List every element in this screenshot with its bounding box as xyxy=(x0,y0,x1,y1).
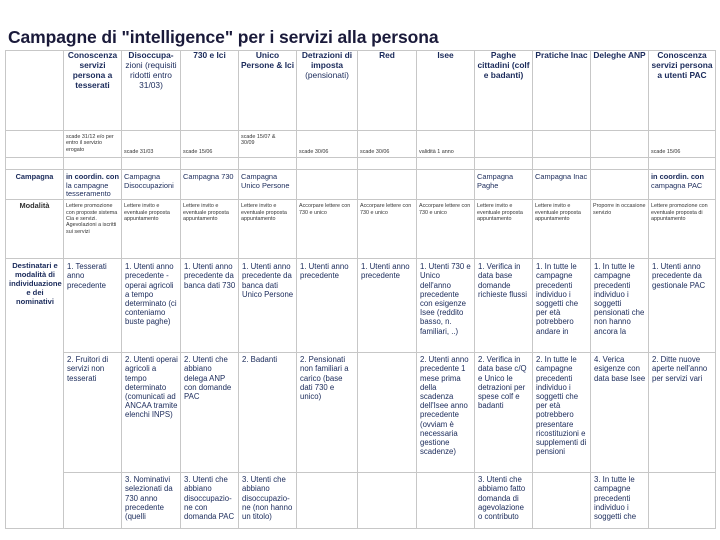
destinatari-cell xyxy=(533,473,591,529)
destinatari-cell: 1. Verifica in data base domande richieste flussi xyxy=(475,259,533,353)
destinatari-cell: 1. In tutte le campagne precedenti individuo i soggetti che per età potrebbero andare in xyxy=(533,259,591,353)
scadenza-cell: scade 15/06 xyxy=(181,131,239,158)
campagna-cell: in coordin. con campagna PAC xyxy=(649,170,716,200)
header-cell: Deleghe ANP xyxy=(591,51,649,131)
header-cell: Paghe cittadini (colf e badanti) xyxy=(475,51,533,131)
scadenza-cell: scade 30/06 xyxy=(358,131,417,158)
scadenza-cell xyxy=(475,131,533,158)
row-label-modalita: Modalità xyxy=(6,200,64,259)
destinatari-row-2 xyxy=(6,353,716,473)
modalita-cell: Accorpare lettere con 730 e unico xyxy=(297,200,358,259)
modalita-cell: Proporre in occasione servizio xyxy=(591,200,649,259)
modalita-cell: Accorpare lettere con 730 e unico xyxy=(358,200,417,259)
modalita-cell: Accorpare lettere con 730 e unico xyxy=(417,200,475,259)
destinatari-cell: 2. Pensionati non familiari a carico (base dati 730 e unico) xyxy=(297,353,358,473)
scadenza-cell xyxy=(6,131,64,158)
row-label-campagna: Campagna xyxy=(6,170,64,200)
destinatari-cell: 1. Utenti anno precedente da banca dati 730 xyxy=(181,259,239,353)
destinatari-cell: 4. Verica esigenze con data base Isee xyxy=(591,353,649,473)
campagna-cell: Campagna 730 xyxy=(181,170,239,200)
destinatari-cell: 3. Utenti che abbiamo fatto domanda di agevolazione o contributo xyxy=(475,473,533,529)
scadenza-cell: scade 15/07 & 30/09 xyxy=(239,131,297,158)
campagna-cell: Campagna Unico Persone xyxy=(239,170,297,200)
destinatari-cell: 3. Nominativi selezionati da 730 anno precedente (quelli xyxy=(122,473,181,529)
campagna-cell xyxy=(358,170,417,200)
destinatari-row-3 xyxy=(6,473,716,529)
campagna-cell xyxy=(297,170,358,200)
destinatari-row-1 xyxy=(6,259,716,353)
destinatari-cell: 2. Badanti xyxy=(239,353,297,473)
row-label-destinatari: Destinatari e modalità di individuazione e dei nominativi xyxy=(6,259,64,529)
modalita-cell: Lettere invito e eventuale proposta appuntamento xyxy=(475,200,533,259)
scadenza-cell: scade 30/06 xyxy=(297,131,358,158)
destinatari-cell: 1. Utenti anno precedente xyxy=(358,259,417,353)
destinatari-cell xyxy=(417,473,475,529)
destinatari-cell: 2. Ditte nuove aperte nell'anno per servizi vari xyxy=(649,353,716,473)
scadenza-cell: scade 15/06 xyxy=(649,131,716,158)
destinatari-cell xyxy=(358,473,417,529)
scadenza-cell: scade 31/12 e/o per entro il servizio erogato xyxy=(64,131,122,158)
scadenze-row xyxy=(6,131,716,158)
page-title: Campagne di "intelligence" per i servizi alla persona xyxy=(8,27,439,47)
destinatari-cell: 1. Utenti anno precedente - operai agricoli a tempo determinato (ci conteniamo buste paghe) xyxy=(122,259,181,353)
destinatari-cell: 2. Utenti operai agricoli a tempo determinato (comunicati ad ANCAA tramite elenchi INPS) xyxy=(122,353,181,473)
campagna-row xyxy=(6,170,716,200)
modalita-cell: Lettere invito e eventuale proposta appuntamento xyxy=(239,200,297,259)
destinatari-cell xyxy=(358,353,417,473)
campagna-cell: Campagna Inac xyxy=(533,170,591,200)
campagna-cell: in coordin. con la campagne tesseramento xyxy=(64,170,122,200)
header-cell: 730 e Ici xyxy=(181,51,239,131)
destinatari-cell: 1. Utenti anno precedente da banca dati Unico Persone xyxy=(239,259,297,353)
campagna-cell xyxy=(591,170,649,200)
destinatari-cell xyxy=(297,473,358,529)
header-cell: Unico Persone & Ici xyxy=(239,51,297,131)
campaign-table xyxy=(5,50,716,529)
destinatari-cell: 2. Utenti anno precedente 1 mese prima della scadenza dell'Isee anno precedente (ovviam è necessaria gestione scadenze) xyxy=(417,353,475,473)
modalita-cell: Lettere promozione con proposte sistema Cia e servizi. Agevolazioni a iscritti sui servizi xyxy=(64,200,122,259)
destinatari-cell: 2. Fruitori di servizi non tesserati xyxy=(64,353,122,473)
header-cell: Conoscenza servizi persona a tesserati xyxy=(64,51,122,131)
destinatari-cell: 3. Utenti che abbiano disoccupazio-ne (non hanno un titolo) xyxy=(239,473,297,529)
destinatari-cell: 2. Verifica in data base c/Q e Unico le detrazioni per spese colf e badanti xyxy=(475,353,533,473)
header-cell: Conoscenza servizi persona a utenti PAC xyxy=(649,51,716,131)
header-row xyxy=(6,51,716,131)
header-cell: Pratiche Inac xyxy=(533,51,591,131)
destinatari-cell: 2. In tutte le campagne precedenti individuo i soggetti che per età potrebbero presentare ricostituzioni e supplementi di pensioni xyxy=(533,353,591,473)
destinatari-cell: 1. Utenti 730 e Unico dell'anno precedente con esigenze Isee (reddito basso, n. familiari, ..) xyxy=(417,259,475,353)
scadenza-cell xyxy=(533,131,591,158)
modalita-cell: Lettere invito e eventuale proposta appuntamento xyxy=(533,200,591,259)
scadenza-cell: scade 31/03 xyxy=(122,131,181,158)
modalita-cell: Lettere invito e eventuale proposta appuntamento xyxy=(181,200,239,259)
header-cell: Isee xyxy=(417,51,475,131)
campagna-cell: Campagna Paghe xyxy=(475,170,533,200)
scadenza-cell xyxy=(591,131,649,158)
destinatari-cell: 1. In tutte le campagne precedenti individuo i soggetti pensionati che non hanno ancora la xyxy=(591,259,649,353)
header-cell: Red xyxy=(358,51,417,131)
destinatari-cell: 2. Utenti che abbiano delega ANP con domande PAC xyxy=(181,353,239,473)
destinatari-cell: 1. Utenti anno precedente xyxy=(297,259,358,353)
header-cell-corner xyxy=(6,51,64,131)
campagna-cell: Campagna Disoccupazioni xyxy=(122,170,181,200)
destinatari-cell: 1. Utenti anno precedente da gestionale PAC xyxy=(649,259,716,353)
modalita-row xyxy=(6,200,716,259)
campagna-cell xyxy=(417,170,475,200)
header-cell: Detrazioni di imposta (pensionati) xyxy=(297,51,358,131)
modalita-cell: Lettere promozione con eventuale proposta di appuntamento xyxy=(649,200,716,259)
destinatari-cell: 1. Tesserati anno precedente xyxy=(64,259,122,353)
destinatari-cell: 3. Utenti che abbiano disoccupazio-ne con domanda PAC xyxy=(181,473,239,529)
modalita-cell: Lettere invito e eventuale proposta appuntamento xyxy=(122,200,181,259)
destinatari-cell: 3. In tutte le campagne precedenti individuo i soggetti che xyxy=(591,473,649,529)
destinatari-cell xyxy=(64,473,122,529)
destinatari-cell xyxy=(649,473,716,529)
scadenza-cell: validità 1 anno xyxy=(417,131,475,158)
spacer-row xyxy=(6,158,716,170)
header-cell: Disoccupa- zioni (requisiti ridotti entro 31/03) xyxy=(122,51,181,131)
